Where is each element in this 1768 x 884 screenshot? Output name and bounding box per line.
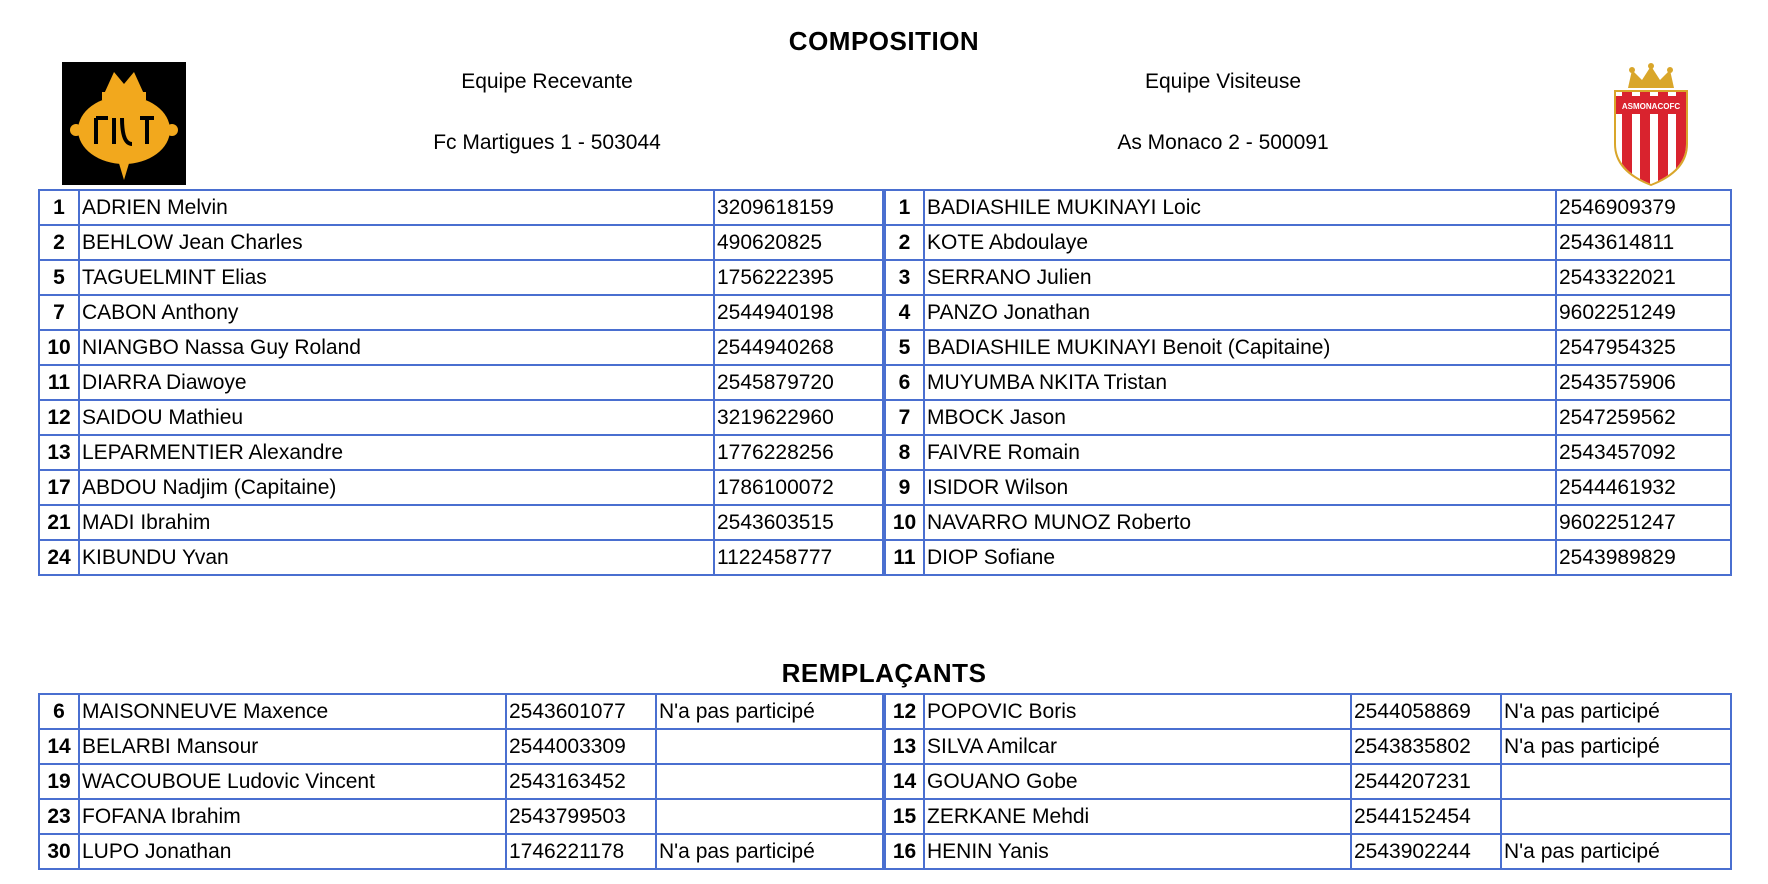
table-row: [39, 365, 1731, 400]
table-row: [39, 435, 1731, 470]
home-sub-status: [656, 799, 884, 834]
home-player-number: 2: [39, 225, 79, 260]
away-player-license: 9602251247: [1556, 505, 1731, 540]
away-sub-number: 16: [884, 834, 924, 869]
table-row: [39, 834, 1731, 869]
home-sub-number: 6: [39, 694, 79, 729]
away-player-license: 2546909379: [1556, 190, 1731, 225]
home-player-number: 5: [39, 260, 79, 295]
home-player-name: ADRIEN Melvin: [79, 190, 714, 225]
away-sub-license: 2544058869: [1351, 694, 1501, 729]
table-row: [39, 799, 1731, 834]
home-player-name: BEHLOW Jean Charles: [79, 225, 714, 260]
home-player-number: 7: [39, 295, 79, 330]
home-player-license: 490620825: [714, 225, 884, 260]
away-player-number: 5: [884, 330, 924, 365]
away-sub-status: N'a pas participé: [1501, 729, 1731, 764]
home-sub-license: 2543163452: [506, 764, 656, 799]
composition-title: COMPOSITION: [788, 26, 980, 56]
home-player-number: 21: [39, 505, 79, 540]
home-player-name: MADI Ibrahim: [79, 505, 714, 540]
away-player-number: 8: [884, 435, 924, 470]
away-player-name: MUYUMBA NKITA Tristan: [924, 365, 1556, 400]
table-row: [39, 505, 1731, 540]
substitutes-table: [38, 693, 1732, 870]
away-player-license: 2543989829: [1556, 540, 1731, 575]
table-row: [39, 330, 1731, 365]
away-sub-license: 2544152454: [1351, 799, 1501, 834]
away-player-name: BADIASHILE MUKINAYI Loic: [924, 190, 1556, 225]
away-sub-name: GOUANO Gobe: [924, 764, 1351, 799]
home-sub-number: 14: [39, 729, 79, 764]
away-sub-status: N'a pas participé: [1501, 834, 1731, 869]
table-row: [39, 764, 1731, 799]
away-player-name: MBOCK Jason: [924, 400, 1556, 435]
home-player-name: ABDOU Nadjim (Capitaine): [79, 470, 714, 505]
away-player-number: 6: [884, 365, 924, 400]
home-player-name: DIARRA Diawoye: [79, 365, 714, 400]
away-sub-status: N'a pas participé: [1501, 694, 1731, 729]
away-sub-name: ZERKANE Mehdi: [924, 799, 1351, 834]
away-player-number: 9: [884, 470, 924, 505]
home-player-number: 17: [39, 470, 79, 505]
home-sub-license: 2543799503: [506, 799, 656, 834]
fc-martigues-crest-icon: [62, 62, 186, 185]
home-sub-status: N'a pas participé: [656, 834, 884, 869]
home-sub-number: 19: [39, 764, 79, 799]
away-sub-name: HENIN Yanis: [924, 834, 1351, 869]
home-player-license: 2544940198: [714, 295, 884, 330]
remplacants-title: REMPLAÇANTS: [781, 658, 987, 688]
home-sub-status: [656, 729, 884, 764]
away-team-label: Equipe Visiteuse: [1144, 70, 1302, 93]
table-row: [39, 225, 1731, 260]
away-sub-number: 13: [884, 729, 924, 764]
home-player-name: KIBUNDU Yvan: [79, 540, 714, 575]
home-sub-status: N'a pas participé: [656, 694, 884, 729]
home-player-number: 13: [39, 435, 79, 470]
home-player-license: 1776228256: [714, 435, 884, 470]
table-row: [39, 694, 1731, 729]
home-player-number: 11: [39, 365, 79, 400]
away-team-name: As Monaco 2 - 500091: [1117, 131, 1329, 154]
table-row: [39, 470, 1731, 505]
away-player-number: 1: [884, 190, 924, 225]
home-sub-number: 23: [39, 799, 79, 834]
away-player-license: 2543575906: [1556, 365, 1731, 400]
home-player-number: 1: [39, 190, 79, 225]
home-team-label: Equipe Recevante: [461, 70, 633, 93]
home-sub-name: MAISONNEUVE Maxence: [79, 694, 506, 729]
away-sub-status: [1501, 799, 1731, 834]
home-sub-name: BELARBI Mansour: [79, 729, 506, 764]
home-player-name: TAGUELMINT Elias: [79, 260, 714, 295]
away-player-name: ISIDOR Wilson: [924, 470, 1556, 505]
away-player-number: 3: [884, 260, 924, 295]
away-player-name: DIOP Sofiane: [924, 540, 1556, 575]
home-sub-number: 30: [39, 834, 79, 869]
home-player-license: 3209618159: [714, 190, 884, 225]
away-player-license: 2543457092: [1556, 435, 1731, 470]
home-team-name: Fc Martigues 1 - 503044: [433, 131, 661, 154]
home-player-license: 2544940268: [714, 330, 884, 365]
away-sub-name: POPOVIC Boris: [924, 694, 1351, 729]
home-player-name: SAIDOU Mathieu: [79, 400, 714, 435]
away-player-license: 2543614811: [1556, 225, 1731, 260]
as-monaco-crest-icon: [1606, 62, 1696, 187]
starters-table: [38, 189, 1732, 576]
home-sub-license: 2544003309: [506, 729, 656, 764]
home-player-name: NIANGBO Nassa Guy Roland: [79, 330, 714, 365]
away-sub-license: 2543835802: [1351, 729, 1501, 764]
home-sub-status: [656, 764, 884, 799]
away-player-number: 11: [884, 540, 924, 575]
home-sub-name: WACOUBOUE Ludovic Vincent: [79, 764, 506, 799]
home-player-name: CABON Anthony: [79, 295, 714, 330]
home-sub-license: 1746221178: [506, 834, 656, 869]
svg-text:ASMONACOFC: ASMONACOFC: [1621, 102, 1681, 111]
home-player-number: 10: [39, 330, 79, 365]
table-row: [39, 400, 1731, 435]
home-player-name: LEPARMENTIER Alexandre: [79, 435, 714, 470]
home-player-number: 12: [39, 400, 79, 435]
away-player-name: SERRANO Julien: [924, 260, 1556, 295]
away-player-name: NAVARRO MUNOZ Roberto: [924, 505, 1556, 540]
away-player-name: PANZO Jonathan: [924, 295, 1556, 330]
home-player-license: 1786100072: [714, 470, 884, 505]
home-player-number: 24: [39, 540, 79, 575]
away-player-number: 10: [884, 505, 924, 540]
home-sub-license: 2543601077: [506, 694, 656, 729]
away-sub-number: 14: [884, 764, 924, 799]
away-sub-number: 15: [884, 799, 924, 834]
away-sub-number: 12: [884, 694, 924, 729]
home-player-license: 1122458777: [714, 540, 884, 575]
home-sub-name: FOFANA Ibrahim: [79, 799, 506, 834]
away-player-license: 2547259562: [1556, 400, 1731, 435]
table-row: [39, 540, 1731, 575]
away-player-name: KOTE Abdoulaye: [924, 225, 1556, 260]
home-player-license: 1756222395: [714, 260, 884, 295]
table-row: [39, 190, 1731, 225]
away-player-number: 2: [884, 225, 924, 260]
away-player-name: BADIASHILE MUKINAYI Benoit (Capitaine): [924, 330, 1556, 365]
home-sub-name: LUPO Jonathan: [79, 834, 506, 869]
away-sub-license: 2544207231: [1351, 764, 1501, 799]
away-sub-status: [1501, 764, 1731, 799]
away-player-license: 2544461932: [1556, 470, 1731, 505]
home-player-license: 2543603515: [714, 505, 884, 540]
away-player-license: 9602251249: [1556, 295, 1731, 330]
away-player-number: 7: [884, 400, 924, 435]
away-sub-name: SILVA Amilcar: [924, 729, 1351, 764]
home-player-license: 2545879720: [714, 365, 884, 400]
table-row: [39, 295, 1731, 330]
home-player-license: 3219622960: [714, 400, 884, 435]
table-row: [39, 260, 1731, 295]
away-player-license: 2547954325: [1556, 330, 1731, 365]
away-player-name: FAIVRE Romain: [924, 435, 1556, 470]
away-player-license: 2543322021: [1556, 260, 1731, 295]
away-player-number: 4: [884, 295, 924, 330]
away-sub-license: 2543902244: [1351, 834, 1501, 869]
table-row: [39, 729, 1731, 764]
